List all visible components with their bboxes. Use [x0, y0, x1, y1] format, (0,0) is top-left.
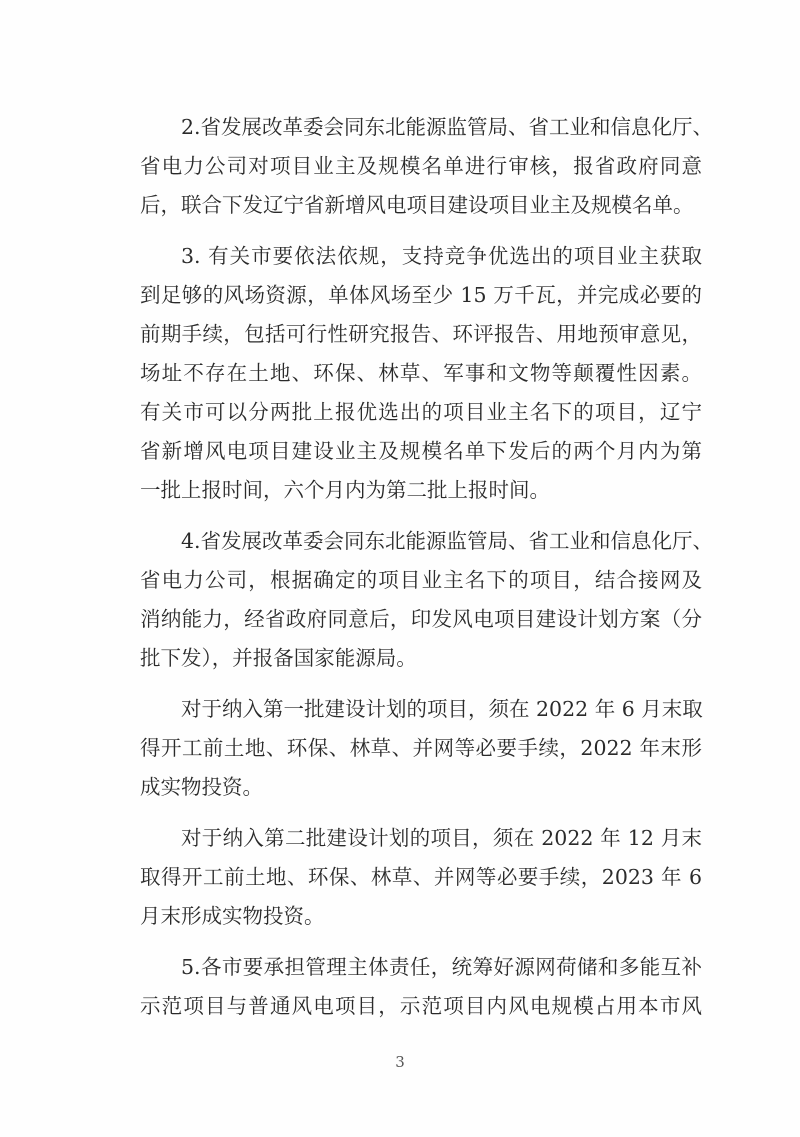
paragraph-second-batch	[140, 819, 702, 936]
document-body	[140, 108, 714, 1038]
text-line: 一批上报时间，六个月内为第二批上报时间。	[140, 478, 550, 502]
paragraph-first-batch	[140, 690, 702, 807]
text-line: 3. 有关市要依法依规，支持竞争优选出的项目业主获取	[181, 244, 702, 268]
text-line: 月末形成实物投资。	[140, 904, 325, 928]
text-line: 省电力公司，根据确定的项目业主名下的项目，结合接网及	[140, 568, 702, 592]
paragraph-item-2	[140, 108, 714, 225]
text-line: 2.省发展改革委会同东北能源监管局、省工业和信息化厅、	[181, 115, 714, 139]
text-line: 省新增风电项目建设业主及规模名单下发后的两个月内为第	[140, 439, 702, 463]
text-line: 5.各市要承担管理主体责任，统筹好源网荷储和多能互补	[181, 955, 702, 979]
text-line: 取得开工前土地、环保、林草、并网等必要手续，2023 年 6	[140, 865, 702, 889]
text-line: 后，联合下发辽宁省新增风电项目建设项目业主及规模名单。	[140, 193, 694, 217]
text-line: 4.省发展改革委会同东北能源监管局、省工业和信息化厅、	[181, 529, 714, 553]
text-line: 场址不存在土地、环保、林草、军事和文物等颠覆性因素。	[140, 361, 702, 385]
text-line: 得开工前土地、环保、林草、并网等必要手续，2022 年末形	[140, 736, 702, 760]
paragraph-item-4	[140, 522, 714, 678]
paragraph-item-3	[140, 237, 702, 510]
text-line: 成实物投资。	[140, 775, 263, 799]
text-line: 前期手续，包括可行性研究报告、环评报告、用地预审意见，	[140, 322, 702, 346]
text-line: 对于纳入第一批建设计划的项目，须在 2022 年 6 月末取	[181, 697, 703, 721]
text-line: 批下发），并报备国家能源局。	[140, 646, 417, 670]
text-line: 省电力公司对项目业主及规模名单进行审核，报省政府同意	[140, 154, 702, 178]
paragraph-item-5	[140, 948, 702, 1026]
page-number: 3	[395, 1053, 405, 1071]
text-line: 对于纳入第二批建设计划的项目，须在 2022 年 12 月末	[181, 826, 702, 850]
text-line: 到足够的风场资源，单体风场至少 15 万千瓦，并完成必要的	[140, 283, 702, 307]
text-line: 有关市可以分两批上报优选出的项目业主名下的项目，辽宁	[140, 400, 702, 424]
text-line: 消纳能力，经省政府同意后，印发风电项目建设计划方案（分	[140, 607, 702, 631]
text-line: 示范项目与普通风电项目，示范项目内风电规模占用本市风	[140, 994, 702, 1018]
